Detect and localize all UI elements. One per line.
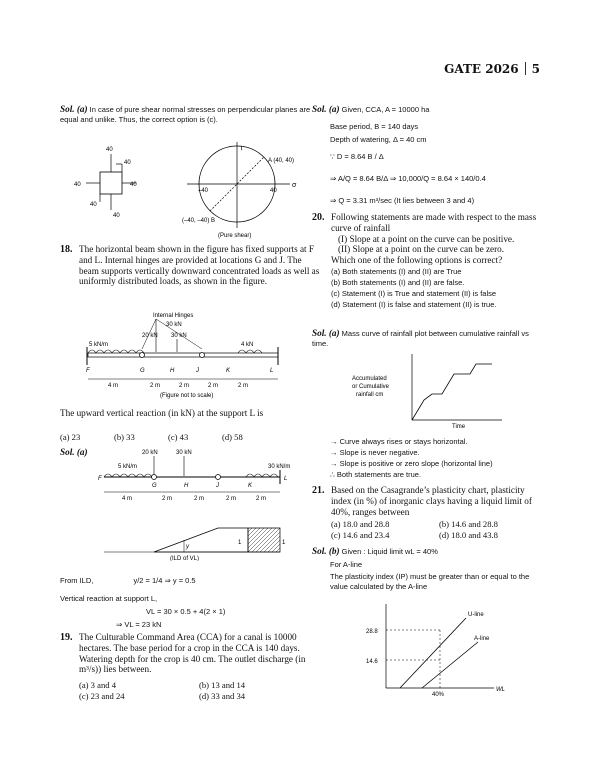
sol-19-line: ⇒ Q = 3.31 m³/sec (It lies between 3 and 4) — [330, 196, 475, 205]
option-b[interactable]: (b) 33 — [114, 432, 135, 442]
hinge-j — [216, 475, 221, 480]
sol-text: Mass curve of rainfall plot between cumulative rainfall vs time. — [312, 329, 529, 348]
option-c[interactable]: (c) Statement (I) is True and statement (II) is false — [331, 288, 497, 298]
question-number: 21. — [312, 485, 325, 496]
node-label: L — [284, 476, 288, 482]
x-axis-label: Time — [452, 424, 466, 430]
load-label: 20 kN — [142, 333, 158, 339]
sol-label: Sol. (a) — [312, 104, 340, 114]
dimension-label: 2 m — [238, 383, 249, 389]
dimension-label: 2 m — [208, 383, 219, 389]
question-text: The Culturable Command Area (CCA) for a canal is 10000 hectares. The base period for a crop in the CCA is 140 days. Watering depth for the crop is 40 cm. The outlet discharge (in m³/s)) lies between. — [79, 632, 306, 675]
question-18-ask: The upward vertical reaction (in kN) at the support L is — [60, 408, 264, 418]
node-label: F — [98, 476, 102, 482]
dimension-label: 2 m — [150, 383, 161, 389]
point-a-label: A (40, 40) — [268, 158, 295, 164]
node-label: F — [86, 368, 90, 374]
ild-label: y — [186, 544, 189, 550]
header-title: GATE 2026 — [444, 62, 519, 76]
sol-text: In case of pure shear normal stresses on perpendicular planes are equal and unlike. Thus, the correct option is (c). — [60, 105, 311, 124]
ild-caption: (ILD of VL) — [170, 556, 200, 561]
question-18 — [60, 244, 322, 287]
question-ask: Which one of the following options is correct? — [331, 255, 503, 266]
load-label: 30 kN — [176, 450, 192, 456]
hinge-j — [200, 353, 205, 358]
dimension-label: 2 m — [179, 383, 190, 389]
tick-label: 40% — [432, 692, 445, 698]
question-text: The horizontal beam shown in the figure has fixed supports at F and L. Internal hinges are provided at locations G and J. The beam supports vertically downward concentrated loads as well as uniformly distributed loads, as shown in the figure. — [79, 244, 320, 287]
u-line — [400, 618, 466, 688]
stress-label: 40 — [113, 213, 120, 219]
page-header — [444, 62, 540, 76]
question-text: Based on the Casagrande’s plasticity chart, plasticity index (in %) of inorganic clays having a liquid limit of 40%, ranges between — [331, 485, 532, 517]
question-19 — [60, 632, 322, 675]
y-axis-label: Accumulated — [352, 376, 387, 382]
sol-text: Given : Liquid limit wL = 40% — [341, 547, 438, 556]
option-a[interactable]: (a) 3 and 4 — [79, 680, 116, 690]
pure-shear-figure — [72, 142, 322, 240]
sol-21-line: The plasticity index (IP) must be greater than or equal to the value calculated by the A-line — [330, 572, 530, 591]
stress-label: 40 — [90, 202, 97, 208]
option-a[interactable]: (a) Both statements (I) and (II) are True — [331, 266, 462, 276]
solution-17 — [60, 104, 322, 125]
figure-note: (Figure not to scale) — [160, 393, 214, 399]
tau-label: τ — [240, 145, 243, 152]
stress-element — [100, 172, 122, 194]
option-a[interactable]: (a) 18.0 and 28.8 — [331, 519, 390, 529]
dimension-label: 2 m — [256, 496, 267, 502]
beam — [88, 353, 278, 357]
question-text: Following statements are made with respect to the mass curve of rainfall — [331, 212, 537, 233]
question-number: 20. — [312, 212, 325, 223]
option-c[interactable]: (c) 43 — [168, 432, 189, 442]
line-label: U-line — [468, 612, 484, 618]
stress-label: 40 — [124, 160, 131, 166]
sol-19-line: ∵ D = 8.64 B / Δ — [330, 152, 384, 161]
sol-19-line: ⇒ A/Q = 8.64 B/Δ ⇒ 10,000/Q = 8.64 × 140/0.4 — [330, 174, 486, 183]
statement-2: (II) Slope at a point on the curve can be zero. — [338, 244, 505, 255]
point-b-label: (–40, –40) B — [182, 218, 216, 224]
options-20 — [331, 266, 544, 310]
udl-label: 4 kN — [241, 342, 254, 348]
bullet: → Curve always rises or stays horizontal. — [330, 437, 468, 446]
plasticity-chart — [356, 600, 516, 700]
dimension-label: 2 m — [194, 496, 205, 502]
sol-18-line2: Vertical reaction at support L, — [60, 594, 158, 603]
node-label: L — [270, 368, 274, 374]
option-b[interactable]: (b) 14.6 and 28.8 — [439, 519, 498, 529]
node-label: K — [226, 368, 231, 374]
solution-19 — [312, 104, 544, 115]
axis-label: 40 — [270, 188, 277, 194]
node-label: H — [184, 483, 189, 489]
udl-label: 30 kN/m — [268, 464, 291, 470]
stress-label: 40 — [106, 147, 113, 153]
tick-label: 28.8 — [366, 629, 378, 635]
options-21 — [331, 519, 544, 541]
page-number: 5 — [531, 62, 540, 76]
question-21 — [312, 485, 544, 517]
ild-figure — [98, 446, 322, 561]
option-b[interactable]: (b) Both statements (I) and (II) are false. — [331, 277, 465, 287]
question-number: 18. — [60, 244, 73, 255]
mass-curve — [412, 364, 492, 420]
bullet: → Slope is positive or zero slope (horizontal line) — [330, 459, 493, 468]
node-label: J — [196, 368, 199, 374]
option-d[interactable]: (d) Statement (I) is false and statement (II) is true. — [331, 299, 497, 309]
dimension-label: 2 m — [162, 496, 173, 502]
bullet: → Slope is never negative. — [330, 448, 420, 457]
option-d[interactable]: (d) 58 — [222, 432, 243, 442]
option-c[interactable]: (c) 23 and 24 — [79, 691, 125, 701]
sol-21-line: For A-line — [330, 560, 363, 569]
dimension-label: 4 m — [122, 496, 133, 502]
sol-18-line1: From ILD, y/2 = 1/4 ⇒ y = 0.5 — [60, 576, 196, 585]
bullet: ∴ Both statements are true. — [330, 470, 422, 479]
hinge-g — [152, 475, 157, 480]
sol-20-points — [330, 436, 493, 480]
option-d[interactable]: (d) 33 and 34 — [199, 691, 246, 701]
load-label: 20 kN — [142, 450, 158, 456]
option-b[interactable]: (b) 13 and 14 — [199, 680, 246, 690]
node-label: G — [152, 483, 157, 489]
ild-label: 1 — [238, 540, 242, 546]
ild-shape — [154, 528, 248, 552]
options-18 — [60, 432, 300, 443]
node-label: H — [170, 368, 175, 374]
question-20 — [312, 212, 544, 310]
dimension-label: 2 m — [226, 496, 237, 502]
mass-curve-figure — [352, 352, 522, 430]
option-d[interactable]: (d) 18.0 and 43.8 — [439, 530, 498, 540]
solution-20 — [312, 328, 544, 349]
udl-label: 5 kN/m — [89, 342, 109, 348]
node-label: K — [248, 483, 253, 489]
y-axis-label: rainfall cm — [356, 392, 384, 398]
node-label: G — [140, 368, 145, 374]
sigma-label: σ — [292, 182, 297, 189]
figure-caption: (Pure shear) — [218, 233, 252, 239]
x-axis-label: WL — [496, 687, 505, 693]
hinges-label: Internal Hinges — [153, 313, 194, 319]
sol-18-line4: ⇒ VL = 23 kN — [116, 620, 162, 629]
option-a[interactable]: (a) 23 — [60, 432, 81, 442]
sol-18-line3: VL = 30 × 0.5 + 4(2 × 1) — [146, 607, 226, 616]
ild-label: 1 — [282, 540, 286, 546]
options-19 — [79, 680, 319, 702]
load-label: 30 kN — [171, 333, 187, 339]
header-divider — [525, 62, 526, 75]
line-label: A-line — [474, 636, 490, 642]
a-line — [422, 642, 478, 688]
solution-21 — [312, 546, 544, 557]
statement-1: (I) Slope at a point on the curve can be positive. — [338, 233, 515, 244]
sol-label: Sol. (a) — [312, 328, 340, 338]
stress-label: 40 — [130, 182, 137, 188]
sol-18-label: Sol. (a) — [60, 447, 88, 457]
dimension-label: 4 m — [108, 383, 119, 389]
ild-hatched — [248, 528, 280, 552]
sol-text: Given, CCA, A = 10000 ha — [341, 105, 430, 114]
axis-label: –40 — [198, 188, 209, 194]
y-axis-label: or Cumulative — [352, 384, 390, 390]
node-label: J — [216, 483, 219, 489]
stress-label: 40 — [74, 182, 81, 188]
sol-19-line: Depth of watering, Δ = 40 cm — [330, 135, 427, 144]
beam-figure — [86, 309, 316, 409]
udl-label: 5 kN/m — [118, 464, 138, 470]
question-number: 19. — [60, 632, 73, 643]
load-label: 30 kN — [166, 322, 182, 328]
tick-label: 14.6 — [366, 659, 378, 665]
sol-label: Sol. (b) — [312, 546, 340, 556]
sol-19-line: Base period, B = 140 days — [330, 122, 419, 131]
sol-label: Sol. (a) — [60, 104, 88, 114]
option-c[interactable]: (c) 14.6 and 23.4 — [331, 530, 390, 540]
hinge-g — [140, 353, 145, 358]
